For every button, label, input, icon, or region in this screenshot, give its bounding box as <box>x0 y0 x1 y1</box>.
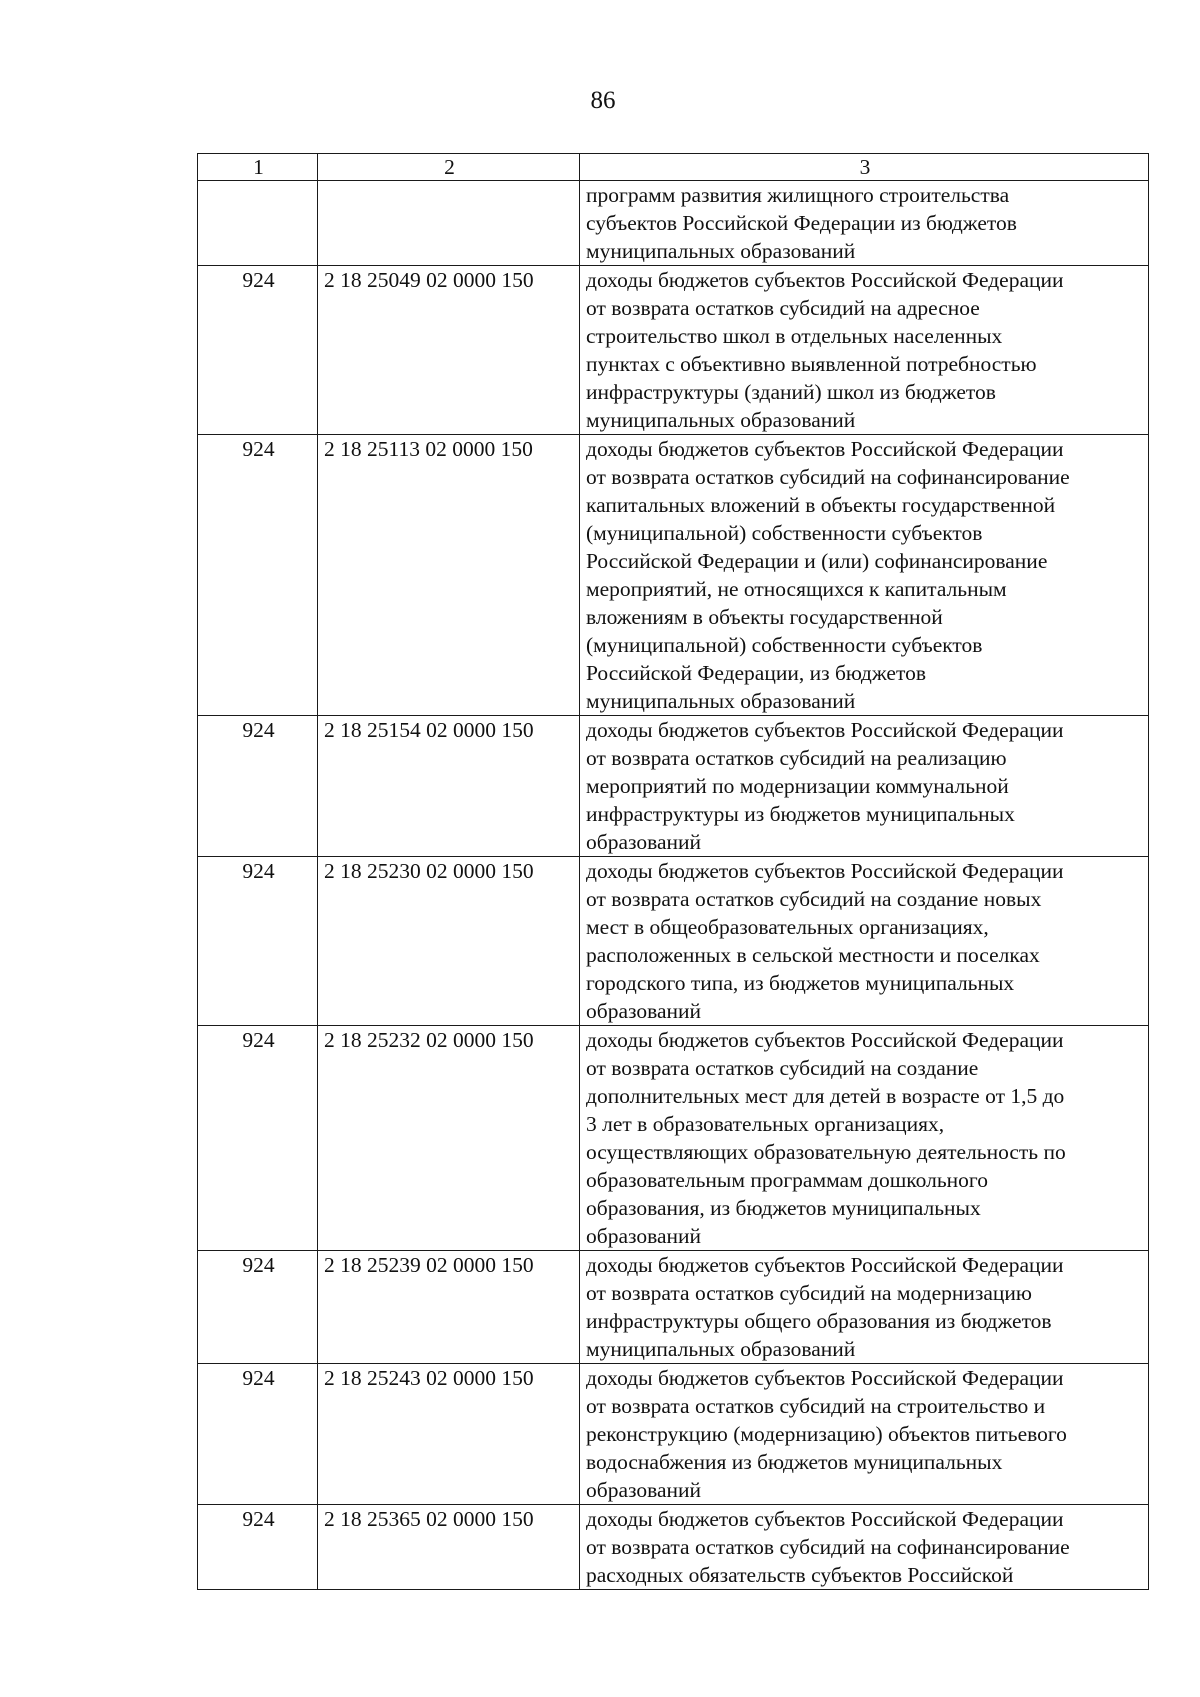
administrator-code-cell: 924 <box>198 1505 318 1590</box>
page-number: 86 <box>590 87 616 114</box>
administrator-code-cell: 924 <box>198 716 318 857</box>
table-row <box>198 435 1149 716</box>
description-line: от возврата остатков субсидий на софинансирование <box>586 465 1070 489</box>
description-line: от возврата остатков субсидий на создание <box>586 1056 979 1080</box>
table-row <box>198 266 1149 435</box>
description-line: городского типа, из бюджетов муниципальных <box>586 971 1015 995</box>
revenue-description-cell <box>580 435 1149 716</box>
description-line: доходы бюджетов субъектов Российской Федерации <box>586 718 1064 742</box>
table-body <box>198 154 1149 1590</box>
description-line: инфраструктуры (зданий) школ из бюджетов <box>586 380 996 404</box>
table-row <box>198 857 1149 1026</box>
description-line: вложениям в объекты государственной <box>586 605 943 629</box>
description-line: субъектов Российской Федерации из бюджетов <box>586 211 1017 235</box>
administrator-code-cell: 924 <box>198 1364 318 1505</box>
description-line: капитальных вложений в объекты государственной <box>586 493 1056 517</box>
description-line: доходы бюджетов субъектов Российской Федерации <box>586 1366 1064 1390</box>
description-line: образований <box>586 830 702 854</box>
description-line: от возврата остатков субсидий на реализацию <box>586 746 1007 770</box>
description-line: мероприятий, не относящихся к капитальным <box>586 577 1007 601</box>
administrator-code-cell: 924 <box>198 1026 318 1251</box>
budget-revenue-table <box>197 153 1149 1590</box>
description-line: осуществляющих образовательную деятельность по <box>586 1140 1066 1164</box>
revenue-description-cell <box>580 266 1149 435</box>
description-line: от возврата остатков субсидий на строительство и <box>586 1394 1046 1418</box>
description-line: образования, из бюджетов муниципальных <box>586 1196 981 1220</box>
description-line: от возврата остатков субсидий на модернизацию <box>586 1281 1032 1305</box>
table-row <box>198 181 1149 266</box>
description-line: инфраструктуры из бюджетов муниципальных <box>586 802 1015 826</box>
budget-classification-code-cell: 2 18 25113 02 0000 150 <box>318 435 580 716</box>
administrator-code-cell <box>198 181 318 266</box>
description-line: программ развития жилищного строительства <box>586 183 1010 207</box>
table-row <box>198 716 1149 857</box>
budget-classification-code-cell: 2 18 25365 02 0000 150 <box>318 1505 580 1590</box>
budget-classification-code-cell: 2 18 25232 02 0000 150 <box>318 1026 580 1251</box>
column-header-admin: 1 <box>198 154 318 181</box>
description-line: доходы бюджетов субъектов Российской Федерации <box>586 268 1064 292</box>
administrator-code-cell: 924 <box>198 857 318 1026</box>
column-header-code: 2 <box>318 154 580 181</box>
description-line: от возврата остатков субсидий на адресное <box>586 296 980 320</box>
column-number-row <box>198 154 1149 181</box>
administrator-code-cell: 924 <box>198 435 318 716</box>
description-line: доходы бюджетов субъектов Российской Федерации <box>586 437 1064 461</box>
description-line: мест в общеобразовательных организациях, <box>586 915 989 939</box>
description-line: (муниципальной) собственности субъектов <box>586 521 983 545</box>
revenue-description-cell <box>580 1364 1149 1505</box>
description-line: доходы бюджетов субъектов Российской Федерации <box>586 1028 1064 1052</box>
table-row <box>198 1026 1149 1251</box>
revenue-description-cell <box>580 1251 1149 1364</box>
revenue-description-cell <box>580 181 1149 266</box>
budget-classification-code-cell: 2 18 25154 02 0000 150 <box>318 716 580 857</box>
budget-classification-code-cell: 2 18 25049 02 0000 150 <box>318 266 580 435</box>
budget-classification-code-cell: 2 18 25243 02 0000 150 <box>318 1364 580 1505</box>
revenue-description-cell <box>580 716 1149 857</box>
description-line: от возврата остатков субсидий на софинансирование <box>586 1535 1070 1559</box>
budget-classification-code-cell: 2 18 25239 02 0000 150 <box>318 1251 580 1364</box>
description-line: Российской Федерации и (или) софинансирование <box>586 549 1048 573</box>
description-line: от возврата остатков субсидий на создание новых <box>586 887 1042 911</box>
description-line: расположенных в сельской местности и поселках <box>586 943 1040 967</box>
description-line: мероприятий по модернизации коммунальной <box>586 774 1009 798</box>
description-line: доходы бюджетов субъектов Российской Федерации <box>586 859 1064 883</box>
budget-classification-code-cell <box>318 181 580 266</box>
budget-classification-code-cell: 2 18 25230 02 0000 150 <box>318 857 580 1026</box>
table-row <box>198 1251 1149 1364</box>
description-line: образований <box>586 999 702 1023</box>
table-row <box>198 1505 1149 1590</box>
description-line: (муниципальной) собственности субъектов <box>586 633 983 657</box>
description-line: образований <box>586 1478 702 1502</box>
description-line: расходных обязательств субъектов Российской <box>586 1563 1014 1587</box>
description-line: муниципальных образований <box>586 1337 856 1361</box>
description-line: пунктах с объективно выявленной потребностью <box>586 352 1037 376</box>
revenue-description-cell <box>580 1026 1149 1251</box>
administrator-code-cell: 924 <box>198 266 318 435</box>
description-line: образовательным программам дошкольного <box>586 1168 988 1192</box>
description-line: Российской Федерации, из бюджетов <box>586 661 926 685</box>
revenue-description-cell <box>580 1505 1149 1590</box>
description-line: водоснабжения из бюджетов муниципальных <box>586 1450 1003 1474</box>
table-row <box>198 1364 1149 1505</box>
description-line: дополнительных мест для детей в возрасте от 1,5 до <box>586 1084 1065 1108</box>
description-line: доходы бюджетов субъектов Российской Федерации <box>586 1507 1064 1531</box>
description-line: муниципальных образований <box>586 408 856 432</box>
description-line: образований <box>586 1224 702 1248</box>
description-line: инфраструктуры общего образования из бюджетов <box>586 1309 1052 1333</box>
administrator-code-cell: 924 <box>198 1251 318 1364</box>
revenue-description-cell <box>580 857 1149 1026</box>
description-line: муниципальных образований <box>586 239 856 263</box>
description-line: доходы бюджетов субъектов Российской Федерации <box>586 1253 1064 1277</box>
description-line: реконструкцию (модернизацию) объектов питьевого <box>586 1422 1067 1446</box>
description-line: строительство школ в отдельных населенных <box>586 324 1003 348</box>
column-header-description: 3 <box>580 154 1149 181</box>
description-line: муниципальных образований <box>586 689 856 713</box>
description-line: 3 лет в образовательных организациях, <box>586 1112 945 1136</box>
